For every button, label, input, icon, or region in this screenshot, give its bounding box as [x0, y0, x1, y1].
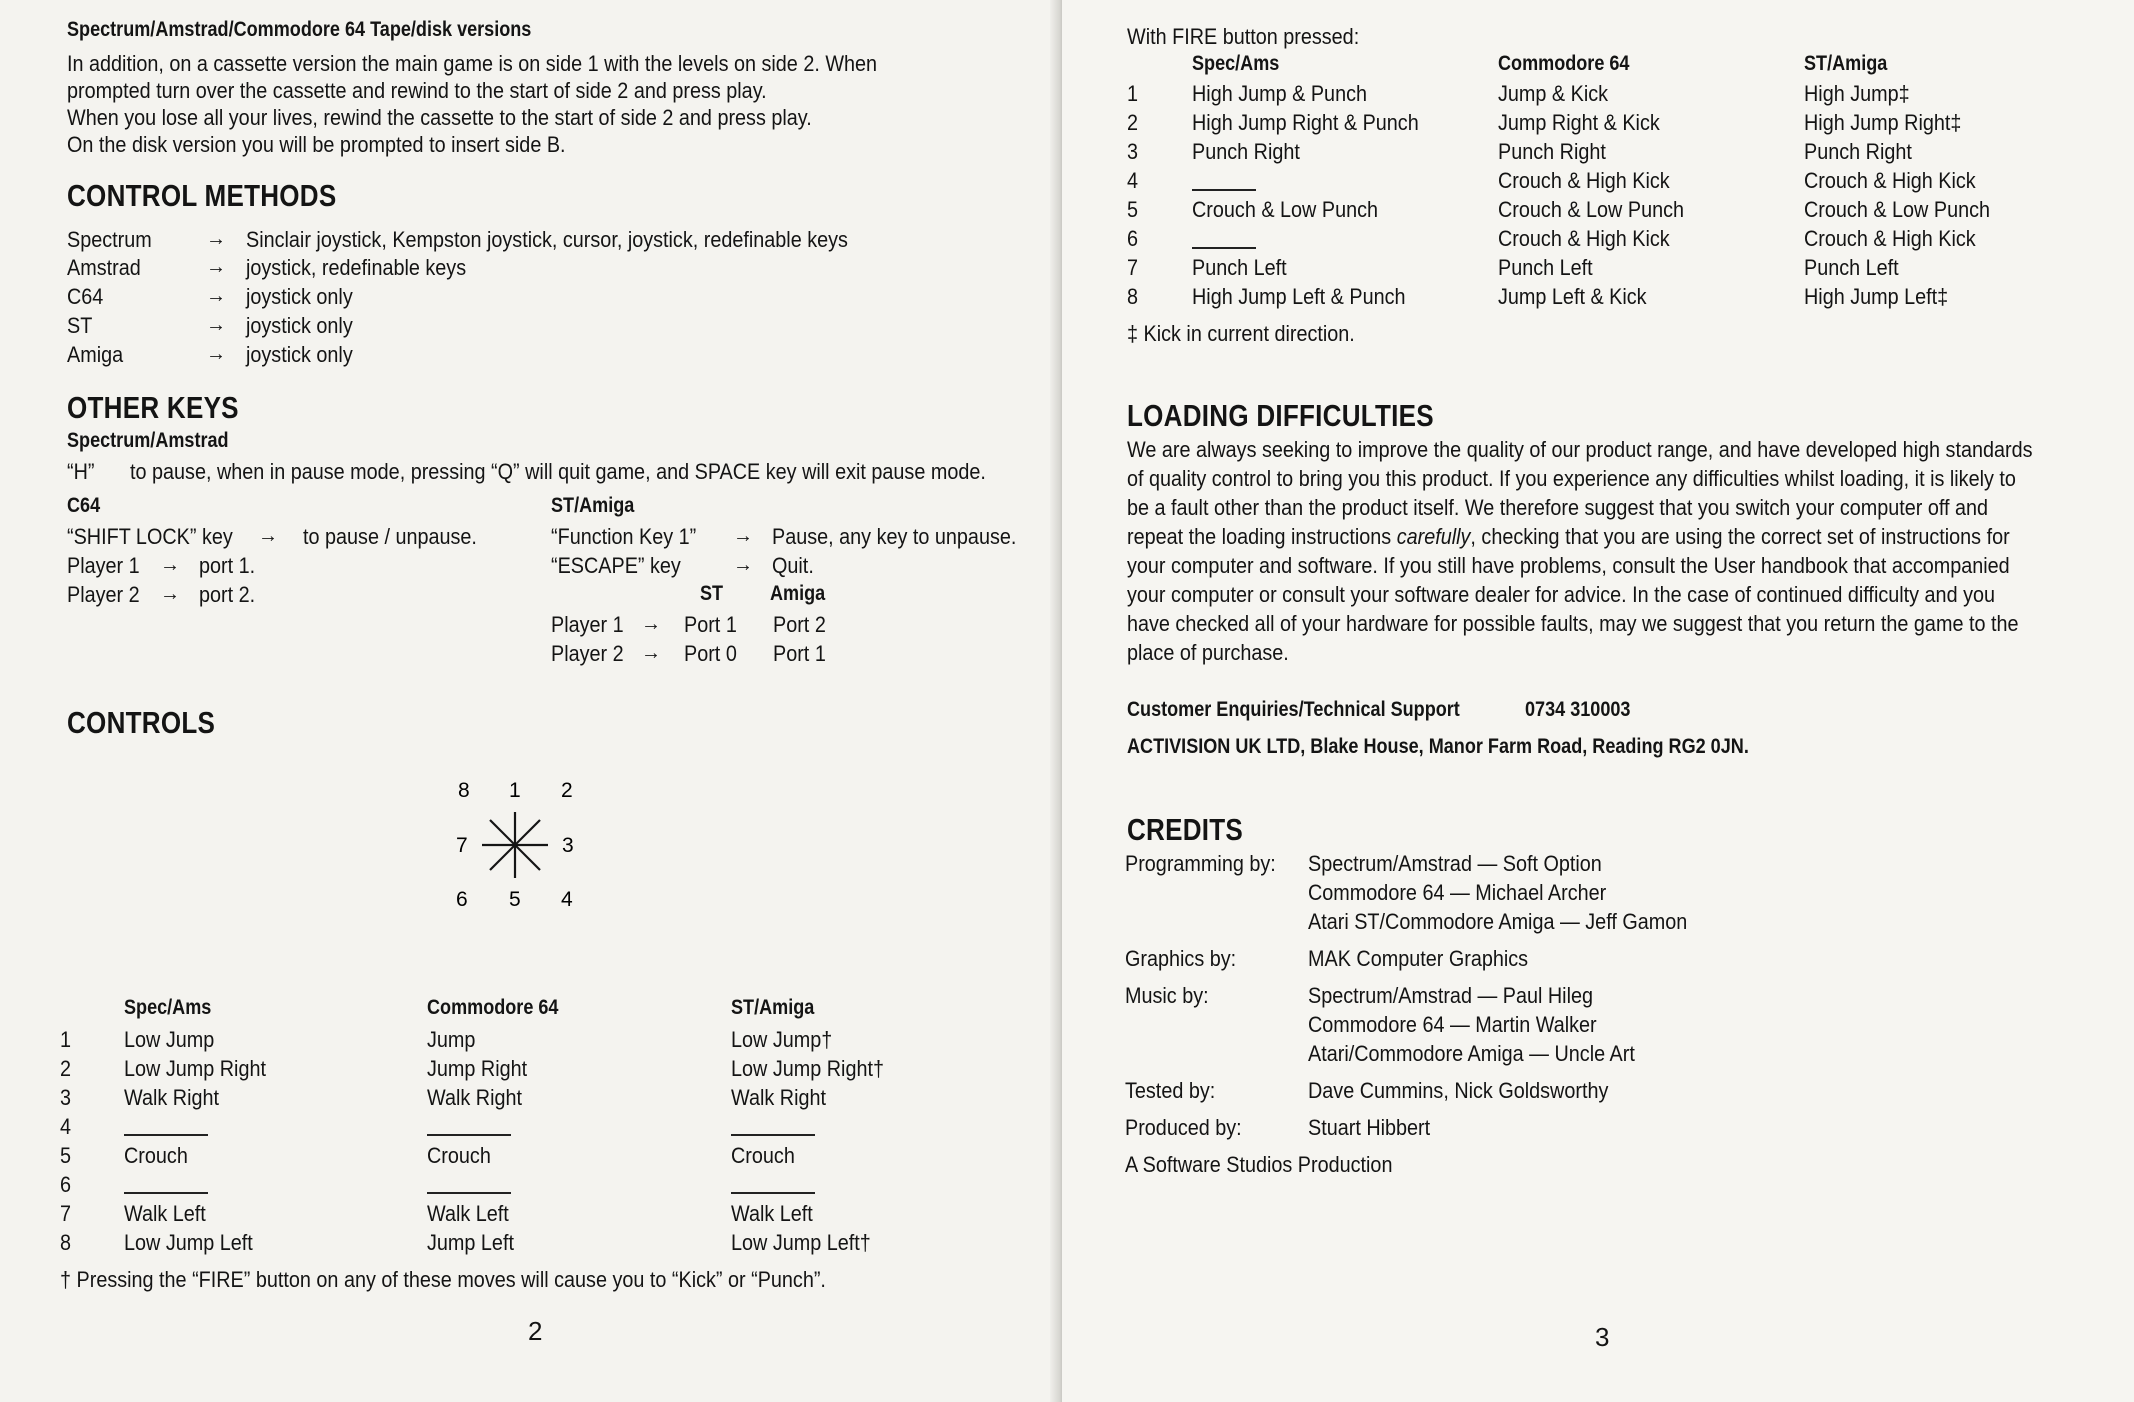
fire-spec-cell: Crouch & Low Punch — [1192, 197, 1379, 222]
loading-line: place of purchase. — [1127, 640, 1289, 665]
dial-label-4: 4 — [561, 888, 573, 911]
spec-amstrad-label: Spectrum/Amstrad — [67, 429, 229, 452]
dial-label-3: 3 — [562, 834, 574, 857]
fire-row-number: 6 — [1127, 226, 1139, 251]
credit-label: Music by: — [1125, 983, 1209, 1008]
c64-port2: port 2. — [199, 582, 256, 607]
fire-header-st: ST/Amiga — [1804, 52, 1888, 75]
dial-label-5: 5 — [509, 888, 521, 911]
fire-row-number: 5 — [1127, 197, 1139, 222]
fire-spec-cell: Punch Left — [1192, 255, 1287, 280]
loading-line: be a fault other than the product itself. We therefore suggest that you switch your computer off and — [1127, 495, 1989, 520]
fire-spec-cell: Punch Right — [1192, 139, 1300, 164]
controls-spec-cell: Low Jump — [124, 1027, 215, 1052]
st-f1-action: Pause, any key to unpause. — [772, 524, 1017, 549]
dial-label-6: 6 — [456, 888, 468, 911]
fire-st-cell: Crouch & Low Punch — [1804, 197, 1991, 222]
controls-spec-cell: Walk Left — [124, 1201, 206, 1226]
controls-heading: CONTROLS — [67, 705, 216, 740]
direction-dial — [440, 770, 590, 920]
loading-line-4 — [1127, 523, 2010, 551]
arrow-icon: → — [733, 525, 753, 547]
controls-header-spec: Spec/Ams — [124, 996, 212, 1019]
fire-st-cell: Punch Right — [1804, 139, 1912, 164]
spec-amstrad-key: “H” — [67, 459, 95, 484]
control-method: Sinclair joystick, Kempston joystick, cursor, joystick, redefinable keys — [246, 227, 848, 252]
controls-row-number: 3 — [60, 1085, 72, 1110]
control-machine: Amstrad — [67, 255, 141, 280]
fire-c64-cell: Crouch & High Kick — [1498, 168, 1670, 193]
support-label: Customer Enquiries/Technical Support — [1127, 698, 1460, 721]
arrow-icon: → — [160, 554, 180, 576]
controls-c64-cell: Crouch — [427, 1143, 491, 1168]
credit-value: Commodore 64 — Martin Walker — [1308, 1012, 1597, 1037]
controls-footnote: † Pressing the “FIRE” button on any of these moves will cause you to “Kick” or “Punch”. — [60, 1267, 826, 1292]
c64-port1: port 1. — [199, 553, 256, 578]
c64-player2: Player 2 — [67, 582, 140, 607]
controls-st-cell: Walk Right — [731, 1085, 826, 1110]
credit-value: Spectrum/Amstrad — Soft Option — [1308, 851, 1602, 876]
credit-value: Atari/Commodore Amiga — Uncle Art — [1308, 1041, 1635, 1066]
st-player2: Player 2 — [551, 641, 624, 666]
right-page — [1062, 0, 2134, 1402]
controls-c64-cell: Walk Left — [427, 1201, 509, 1226]
st-p2-amiga: Port 1 — [773, 641, 826, 666]
versions-line: On the disk version you will be prompted to insert side B. — [67, 132, 566, 157]
fire-intro: With FIRE button pressed: — [1127, 24, 1360, 49]
page-number: 2 — [528, 1316, 543, 1346]
credit-value: Dave Cummins, Nick Goldsworthy — [1308, 1078, 1609, 1103]
fire-row-number: 4 — [1127, 168, 1139, 193]
dial-label-7: 7 — [456, 834, 468, 857]
credit-label: Graphics by: — [1125, 946, 1237, 971]
c64-player1: Player 1 — [67, 553, 140, 578]
fire-row-number: 7 — [1127, 255, 1139, 280]
st-p2-st: Port 0 — [684, 641, 737, 666]
control-methods-heading: CONTROL METHODS — [67, 178, 337, 213]
fire-st-cell: High Jump Left‡ — [1804, 284, 1949, 309]
controls-row-number: 7 — [60, 1201, 72, 1226]
fire-st-cell: Crouch & High Kick — [1804, 226, 1976, 251]
credit-label: Tested by: — [1125, 1078, 1216, 1103]
versions-line: In addition, on a cassette version the main game is on side 1 with the levels on side 2. When — [67, 51, 878, 76]
controls-c64-cell: Jump Right — [427, 1056, 528, 1081]
controls-st-cell: Walk Left — [731, 1201, 813, 1226]
loading-line: your computer and software. If you still have problems, consult the User handbook that accompanied — [1127, 553, 2010, 578]
control-method: joystick only — [246, 313, 353, 338]
dial-label-1: 1 — [509, 779, 521, 802]
controls-header-c64: Commodore 64 — [427, 996, 559, 1019]
dial-label-8: 8 — [458, 779, 470, 802]
st-p1-amiga: Port 2 — [773, 612, 826, 637]
controls-c64-cell: Jump Left — [427, 1230, 514, 1255]
fire-header-c64: Commodore 64 — [1498, 52, 1630, 75]
c64-shift-action: to pause / unpause. — [303, 524, 477, 549]
versions-line: prompted turn over the cassette and rewind to the start of side 2 and press play. — [67, 78, 767, 103]
loading-line-4-post: , checking that you are using the correct set of instructions for — [1470, 524, 2010, 549]
control-machine: Spectrum — [67, 227, 152, 252]
company-address: ACTIVISION UK LTD, Blake House, Manor Farm Road, Reading RG2 0JN. — [1127, 735, 1749, 758]
st-port-header: ST — [700, 582, 724, 605]
arrow-icon: → — [258, 525, 278, 547]
support-phone: 0734 310003 — [1525, 698, 1631, 721]
credit-value: Commodore 64 — Michael Archer — [1308, 880, 1607, 905]
studio-credit: A Software Studios Production — [1125, 1152, 1393, 1177]
controls-header-st: ST/Amiga — [731, 996, 815, 1019]
st-p1-st: Port 1 — [684, 612, 737, 637]
controls-spec-cell: Walk Right — [124, 1085, 219, 1110]
loading-line: We are always seeking to improve the quality of our product range, and have developed high standards — [1127, 437, 2033, 462]
fire-row-number: 8 — [1127, 284, 1139, 309]
credit-label: Produced by: — [1125, 1115, 1242, 1140]
control-method: joystick only — [246, 284, 353, 309]
fire-spec-cell: High Jump & Punch — [1192, 81, 1367, 106]
controls-row-number: 8 — [60, 1230, 72, 1255]
fire-st-cell: Punch Left — [1804, 255, 1899, 280]
dial-label-2: 2 — [561, 779, 573, 802]
fire-c64-cell: Crouch & High Kick — [1498, 226, 1670, 251]
loading-line-4-pre: repeat the loading instructions — [1127, 524, 1392, 549]
controls-c64-cell: Walk Right — [427, 1085, 522, 1110]
versions-title: Spectrum/Amstrad/Commodore 64 Tape/disk versions — [67, 18, 532, 41]
loading-line: your computer or consult your software dealer for advice. In the case of continued difficulty and you — [1127, 582, 1996, 607]
credit-value: Spectrum/Amstrad — Paul Hileg — [1308, 983, 1594, 1008]
controls-st-cell: Low Jump Left† — [731, 1230, 871, 1255]
fire-spec-cell: High Jump Right & Punch — [1192, 110, 1419, 135]
fire-c64-cell: Jump Right & Kick — [1498, 110, 1660, 135]
arrow-icon: → — [206, 314, 226, 336]
loading-line: of quality control to bring you this product. If you experience any difficulties whilst loading, it is likely to — [1127, 466, 2016, 491]
fire-st-cell: High Jump Right‡ — [1804, 110, 1962, 135]
controls-spec-cell: Crouch — [124, 1143, 188, 1168]
controls-st-cell: Low Jump† — [731, 1027, 833, 1052]
page-number: 3 — [1595, 1322, 1610, 1352]
fire-c64-cell: Jump & Kick — [1498, 81, 1609, 106]
controls-spec-cell: Low Jump Right — [124, 1056, 266, 1081]
fire-c64-cell: Jump Left & Kick — [1498, 284, 1647, 309]
c64-label: C64 — [67, 494, 101, 517]
arrow-icon: → — [206, 256, 226, 278]
fire-c64-cell: Punch Left — [1498, 255, 1593, 280]
control-method: joystick, redefinable keys — [246, 255, 467, 280]
credits-heading: CREDITS — [1127, 812, 1244, 847]
credit-value: MAK Computer Graphics — [1308, 946, 1529, 971]
controls-row-number: 2 — [60, 1056, 72, 1081]
controls-row-number: 4 — [60, 1114, 72, 1139]
st-f1-key: “Function Key 1” — [551, 524, 697, 549]
loading-heading: LOADING DIFFICULTIES — [1127, 398, 1434, 433]
arrow-icon: → — [733, 554, 753, 576]
fire-footnote: ‡ Kick in current direction. — [1127, 321, 1355, 346]
control-machine: C64 — [67, 284, 104, 309]
controls-row-number: 6 — [60, 1172, 72, 1197]
arrow-icon: → — [206, 228, 226, 250]
fire-st-cell: High Jump‡ — [1804, 81, 1910, 106]
fire-row-number: 1 — [1127, 81, 1139, 106]
fire-row-number: 3 — [1127, 139, 1139, 164]
left-page — [0, 0, 1058, 1402]
st-player1: Player 1 — [551, 612, 624, 637]
fire-c64-cell: Crouch & Low Punch — [1498, 197, 1685, 222]
st-esc-action: Quit. — [772, 553, 814, 578]
control-machine: ST — [67, 313, 93, 338]
loading-line: have checked all of your hardware for possible faults, may we suggest that you return the game to the — [1127, 611, 2019, 636]
arrow-icon: → — [641, 642, 661, 664]
loading-line-4-em: carefully — [1396, 524, 1471, 549]
amiga-port-header: Amiga — [770, 582, 826, 605]
controls-row-number: 1 — [60, 1027, 72, 1052]
controls-c64-cell: Jump — [427, 1027, 476, 1052]
st-amiga-label: ST/Amiga — [551, 494, 635, 517]
fire-spec-cell: High Jump Left & Punch — [1192, 284, 1406, 309]
credit-label: Programming by: — [1125, 851, 1276, 876]
arrow-icon: → — [160, 583, 180, 605]
controls-spec-cell: Low Jump Left — [124, 1230, 253, 1255]
arrow-icon: → — [641, 613, 661, 635]
fire-st-cell: Crouch & High Kick — [1804, 168, 1976, 193]
control-machine: Amiga — [67, 342, 124, 367]
credit-value: Stuart Hibbert — [1308, 1115, 1431, 1140]
fire-header-spec: Spec/Ams — [1192, 52, 1280, 75]
controls-st-cell: Crouch — [731, 1143, 795, 1168]
controls-row-number: 5 — [60, 1143, 72, 1168]
fire-row-number: 2 — [1127, 110, 1139, 135]
credit-value: Atari ST/Commodore Amiga — Jeff Gamon — [1308, 909, 1688, 934]
other-keys-heading: OTHER KEYS — [67, 390, 239, 425]
arrow-icon: → — [206, 343, 226, 365]
fire-c64-cell: Punch Right — [1498, 139, 1606, 164]
controls-st-cell: Low Jump Right† — [731, 1056, 884, 1081]
c64-shift-key: “SHIFT LOCK” key — [67, 524, 233, 549]
spec-amstrad-text: to pause, when in pause mode, pressing “Q” will quit game, and SPACE key will exit pause mode. — [130, 459, 986, 484]
st-esc-key: “ESCAPE” key — [551, 553, 681, 578]
control-method: joystick only — [246, 342, 353, 367]
versions-line: When you lose all your lives, rewind the cassette to the start of side 2 and press play. — [67, 105, 812, 130]
arrow-icon: → — [206, 285, 226, 307]
